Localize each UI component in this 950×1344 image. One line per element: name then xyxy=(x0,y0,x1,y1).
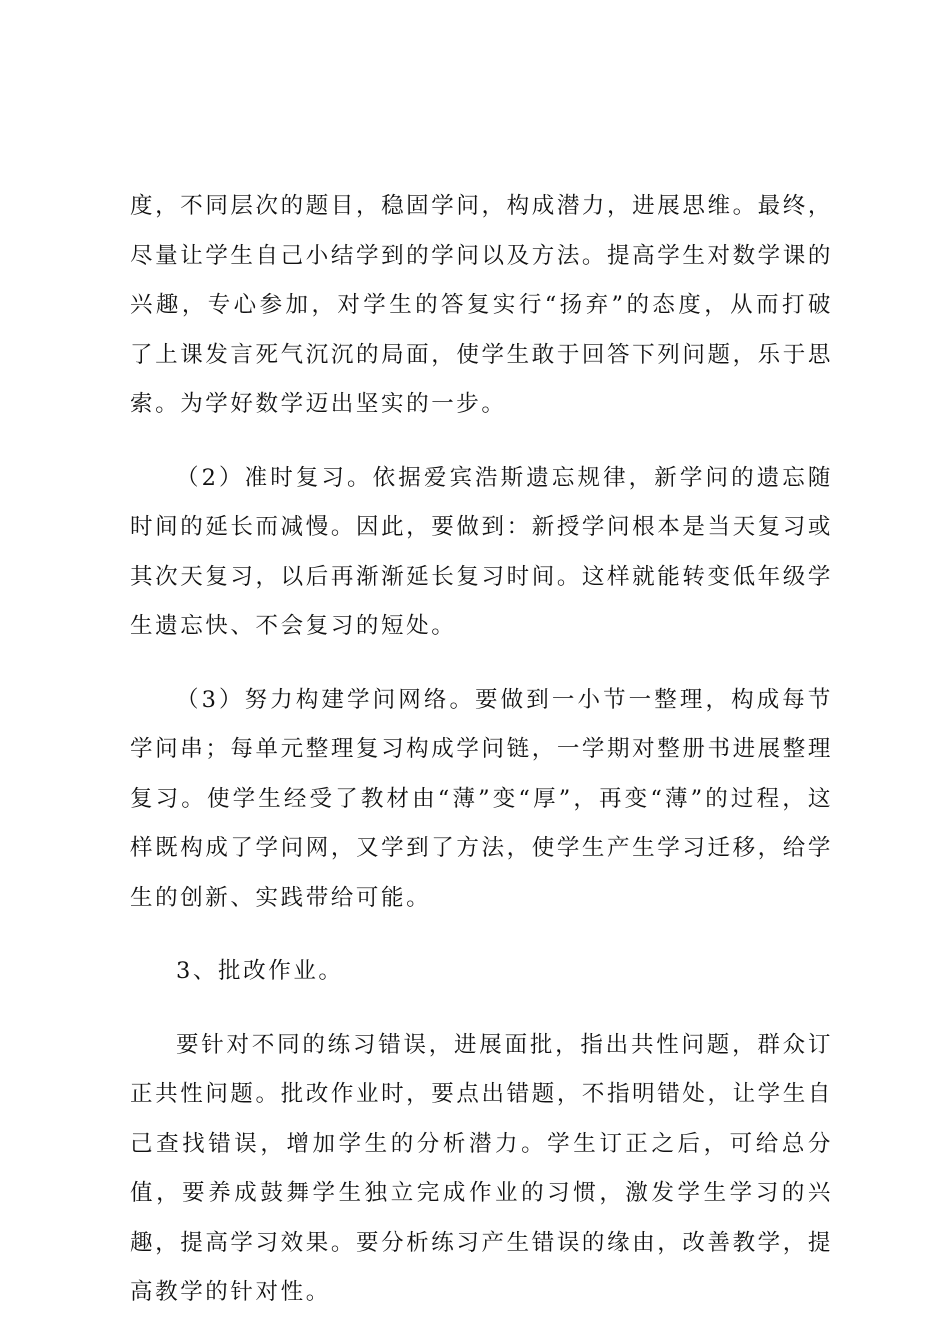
document-body xyxy=(130,182,833,1342)
paragraph-continuation: 度，不同层次的题目，稳固学问，构成潜力，进展思维。最终，尽量让学生自己小结学到的学问以及方法。提高学生对数学课的兴趣，专心参加，对学生的答复实行“扬弃”的态度，从而打破了上课发言死气沉沉的局面，使学生敢于回答下列问题，乐于思索。为学好数学迈出坚实的一步。 xyxy=(130,193,833,417)
paragraph-timely-review: （2）准时复习。依据爱宾浩斯遗忘规律，新学问的遗忘随时间的延长而减慢。因此，要做到：新授学问根本是当天复习或其次天复习，以后再渐渐延长复习时间。这样就能转变低年级学生遗忘快、不会复习的短处。 xyxy=(130,464,833,639)
paragraph-knowledge-network: （3）努力构建学问网络。要做到一小节一整理，构成每节学问串；每单元整理复习构成学问链，一学期对整册书进展整理复习。使学生经受了教材由“薄”变“厚”，再变“薄”的过程，这样既构成了学问网，又学到了方法，使学生产生学习迁移，给学生的创新、实践带给可能。 xyxy=(130,686,833,911)
section-heading-homework: 3、批改作业。 xyxy=(176,958,344,984)
paragraph-homework-correction: 要针对不同的练习错误，进展面批，指出共性问题，群众订正共性问题。批改作业时，要点出错题，不指明错处，让学生自己查找错误，增加学生的分析潜力。学生订正之后，可给总分值，要养成鼓舞学生独立完成作业的习惯，激发学生学习的兴趣，提高学习效果。要分析练习产生错误的缘由，改善教学，提高教学的针对性。 xyxy=(130,1031,833,1305)
